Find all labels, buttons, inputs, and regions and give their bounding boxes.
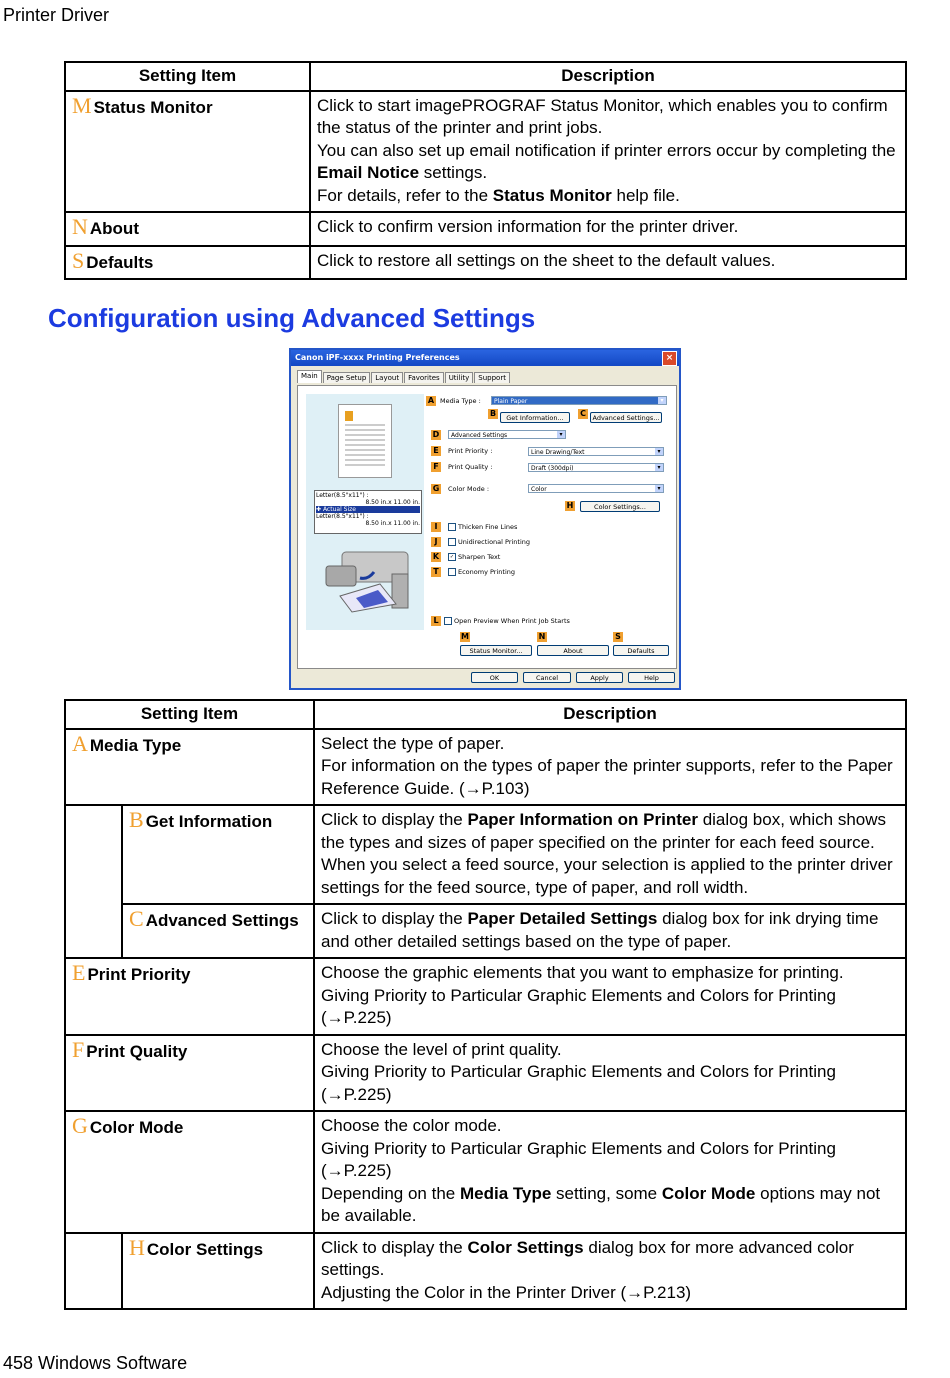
dialog-title-bar xyxy=(291,350,679,366)
callout-letter: G xyxy=(72,1113,88,1138)
tab-utility[interactable]: Utility xyxy=(445,372,474,383)
paper-preview xyxy=(338,404,392,478)
dialog-title: Canon iPF-xxxx Printing Preferences xyxy=(295,353,460,362)
callout-c: C xyxy=(578,409,588,419)
apply-button[interactable]: Apply xyxy=(576,672,623,683)
callout-g: G xyxy=(432,484,440,493)
description-text: You can also set up email notification if printer errors occur by completing the Email Notice settings. xyxy=(317,140,896,182)
callout-letter: F xyxy=(72,1036,85,1062)
callout-letter: N xyxy=(72,214,88,239)
color-mode-label: Color Mode : xyxy=(448,485,490,493)
indent-cell xyxy=(65,805,122,958)
description-text: For information on the types of paper the printer supports, refer to the Paper Reference Guide. (→P.103) xyxy=(321,756,893,798)
about-button[interactable]: About xyxy=(537,645,609,656)
size-text: 8.50 in.x 11.00 in. xyxy=(365,520,420,527)
printer-icon xyxy=(322,544,414,614)
callout-b: B xyxy=(489,409,497,418)
tab-main[interactable]: Main xyxy=(297,370,322,383)
setting-item-cell xyxy=(65,246,310,280)
print-quality-select[interactable]: Draft (300dpi) ▾ xyxy=(528,463,664,472)
settings-table-2 xyxy=(64,699,907,1310)
tab-bar xyxy=(297,372,511,383)
size-text: 8.50 in.x 11.00 in. xyxy=(365,499,420,506)
description-text: Depending on the Media Type setting, some Color Mode options may not be available. xyxy=(321,1183,881,1225)
unidirectional-printing-checkbox[interactable]: Unidirectional Printing xyxy=(448,538,530,546)
open-preview-checkbox[interactable]: Open Preview When Print Job Starts xyxy=(444,617,570,625)
setting-item-cell xyxy=(122,1233,314,1310)
description-text: For details, refer to the Status Monitor help file. xyxy=(317,185,680,205)
table-row xyxy=(65,91,906,213)
description-text: Click to display the Color Settings dialog box for more advanced color settings. xyxy=(321,1237,854,1279)
description-text: Adjusting the Color in the Printer Driver (→P.213) xyxy=(321,1282,692,1302)
help-button[interactable]: Help xyxy=(628,672,675,683)
callout-letter: C xyxy=(129,906,144,931)
callout-i: I xyxy=(431,522,441,532)
callout-l: L xyxy=(431,616,441,626)
table-row xyxy=(65,904,906,958)
column-header: Description xyxy=(314,700,906,729)
callout-t: T xyxy=(431,567,441,577)
description-text: Choose the level of print quality. xyxy=(321,1039,562,1059)
mode-select[interactable]: Advanced Settings ▾ xyxy=(448,430,566,439)
media-type-label: Media Type : xyxy=(440,397,481,405)
printing-preferences-dialog xyxy=(289,348,681,690)
close-icon[interactable]: × xyxy=(662,351,677,366)
sharpen-text-checkbox[interactable]: ✓ Sharpen Text xyxy=(449,553,501,561)
callout-letter: H xyxy=(129,1234,145,1260)
callout-e: E xyxy=(431,446,441,456)
get-information-button[interactable]: Get Information... xyxy=(500,412,570,423)
table-row xyxy=(65,805,906,904)
callout-letter: A xyxy=(72,730,88,756)
callout-d: D xyxy=(432,430,440,439)
description-cell xyxy=(314,1111,906,1233)
ok-button[interactable]: OK xyxy=(471,672,518,683)
setting-item-name: Get Information xyxy=(145,812,273,831)
setting-item-name: Print Priority xyxy=(87,965,191,984)
setting-item-cell xyxy=(65,1035,314,1112)
callout-letter: B xyxy=(129,807,144,832)
cancel-button[interactable]: Cancel xyxy=(523,672,571,683)
setting-item-name: Color Settings xyxy=(146,1239,264,1259)
setting-item-name: Defaults xyxy=(86,252,154,272)
description-cell xyxy=(314,1035,906,1112)
preview-area xyxy=(306,394,424,630)
tab-favorites[interactable]: Favorites xyxy=(404,372,444,383)
setting-item-name: About xyxy=(89,219,139,238)
description-text: Giving Priority to Particular Graphic Elements and Colors for Printing (→P.225) xyxy=(321,985,836,1027)
advanced-settings-button[interactable]: Advanced Settings... xyxy=(590,412,662,423)
setting-item-name: Print Quality xyxy=(86,1041,188,1061)
print-priority-select[interactable]: Line Drawing/Text ▾ xyxy=(528,447,664,456)
setting-item-name: Status Monitor xyxy=(93,97,213,117)
callout-a: A xyxy=(427,396,435,405)
defaults-button[interactable]: Defaults xyxy=(613,645,669,656)
setting-item-cell xyxy=(122,805,314,904)
settings-table-1 xyxy=(64,61,907,280)
main-tab-panel xyxy=(297,385,677,669)
callout-letter: M xyxy=(72,92,92,118)
callout-m: M xyxy=(461,632,469,641)
media-type-select[interactable]: Plain Paper ▾ xyxy=(491,396,667,405)
table-header-row xyxy=(65,700,906,729)
tab-layout[interactable]: Layout xyxy=(371,372,403,383)
setting-item-cell xyxy=(65,212,310,246)
tab-support[interactable]: Support xyxy=(474,372,510,383)
setting-item-cell xyxy=(65,958,314,1035)
setting-item-name: Media Type xyxy=(89,735,182,755)
callout-letter: S xyxy=(72,247,85,273)
description-cell xyxy=(314,958,906,1035)
setting-item-cell xyxy=(122,904,314,958)
table-row xyxy=(65,246,906,280)
setting-item-cell xyxy=(65,729,314,806)
print-priority-label: Print Priority : xyxy=(448,447,493,455)
description-cell: Click to confirm version information for the printer driver. xyxy=(310,212,906,246)
setting-item-cell xyxy=(65,1111,314,1233)
status-monitor-button[interactable]: Status Monitor... xyxy=(460,645,532,656)
section-title: Configuration using Advanced Settings xyxy=(48,303,536,333)
callout-f: F xyxy=(431,462,441,472)
economy-printing-checkbox[interactable]: Economy Printing xyxy=(448,568,515,576)
description-text: Giving Priority to Particular Graphic Elements and Colors for Printing (→P.225) xyxy=(321,1062,836,1104)
size-text: Letter(8.5"x11") : xyxy=(316,513,369,520)
callout-s: S xyxy=(613,632,623,642)
column-header: Setting Item xyxy=(65,62,310,91)
description-cell: Click to display the Paper Information on Printer dialog box, which shows the types and sizes of paper specified on the printer for each feed source. When you select a feed source, your selection is applied to the printer driver settings for the feed source, type of paper, and roll width. xyxy=(314,805,906,904)
description-cell xyxy=(314,1233,906,1310)
table-row xyxy=(65,1233,906,1310)
description-text: Giving Priority to Particular Graphic Elements and Colors for Printing (→P.225) xyxy=(321,1138,836,1180)
callout-n: N xyxy=(538,632,546,641)
description-cell xyxy=(310,91,906,213)
description-cell xyxy=(314,729,906,806)
size-text: Letter(8.5"x11") : xyxy=(316,492,369,499)
column-header: Setting Item xyxy=(65,700,314,729)
indent-cell xyxy=(65,1233,122,1310)
table-row xyxy=(65,1035,906,1112)
callout-k: K xyxy=(432,552,440,561)
table-row xyxy=(65,1111,906,1233)
description-text: Click to start imagePROGRAF Status Monitor, which enables you to confirm the status of the printer and print jobs. xyxy=(317,95,888,137)
description-cell: Click to display the Paper Detailed Settings dialog box for ink drying time and other detailed settings based on the type of paper. xyxy=(314,904,906,958)
description-cell: Click to restore all settings on the sheet to the default values. xyxy=(310,246,906,280)
table-header-row xyxy=(65,62,906,91)
actual-size-row: ✚ Actual Size xyxy=(316,506,420,513)
description-text: Select the type of paper. xyxy=(321,733,505,753)
tab-page-setup[interactable]: Page Setup xyxy=(323,372,371,383)
page-footer: 458 Windows Software xyxy=(3,1353,188,1373)
setting-item-name: Color Mode xyxy=(89,1118,184,1137)
table-row xyxy=(65,729,906,806)
setting-item-cell xyxy=(65,91,310,213)
table-row xyxy=(65,958,906,1035)
page-thumbnail-icon xyxy=(339,405,391,477)
color-settings-button[interactable]: Color Settings... xyxy=(580,501,660,512)
description-text: Choose the graphic elements that you want to emphasize for printing. xyxy=(321,963,844,982)
callout-j: J xyxy=(431,537,441,547)
callout-h: H xyxy=(566,501,574,510)
table-row xyxy=(65,212,906,246)
paper-size-info xyxy=(314,490,422,534)
description-text: Choose the color mode. xyxy=(321,1116,502,1135)
column-header: Description xyxy=(310,62,906,91)
print-quality-label: Print Quality : xyxy=(448,463,493,471)
callout-letter: E xyxy=(72,960,86,985)
color-mode-select[interactable]: Color ▾ xyxy=(528,484,664,493)
page-header: Printer Driver xyxy=(3,5,110,25)
thicken-fine-lines-checkbox[interactable]: Thicken Fine Lines xyxy=(448,523,517,531)
setting-item-name: Advanced Settings xyxy=(145,911,299,930)
